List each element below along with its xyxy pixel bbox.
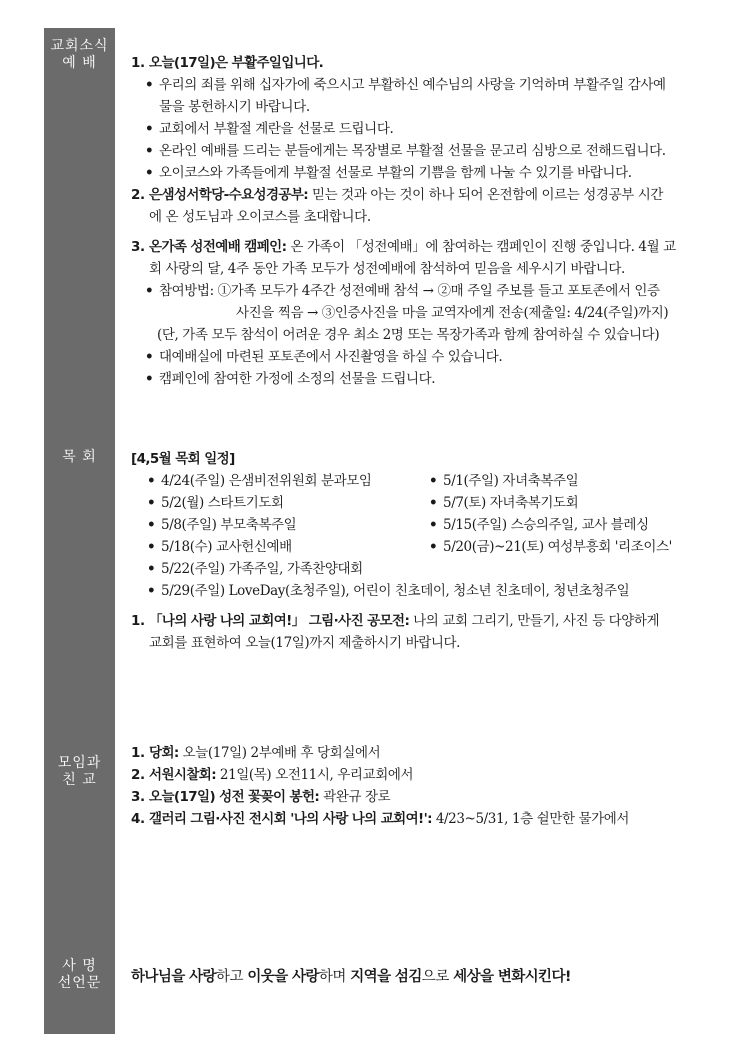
label-line: 사 명 — [62, 958, 97, 974]
mission-text-emph: 하나님을 사랑 — [131, 969, 216, 985]
mission-statement — [131, 966, 715, 988]
schedule-item — [147, 470, 429, 492]
notice-item — [131, 742, 715, 764]
item-text: 교회를 표현하여 오늘(17일)까지 제출하시기 바랍니다. — [149, 635, 461, 651]
schedule-text: 4/24(주일) 은샘비전위원회 분과모임 — [161, 473, 372, 489]
bullet-text: 캠페인에 참여한 가정에 소정의 선물을 드립니다. — [159, 371, 436, 387]
notice-item — [131, 786, 715, 808]
bullet-icon: • — [147, 583, 156, 599]
bullet-icon: • — [147, 495, 156, 511]
item-number: 3. — [131, 789, 145, 805]
item-title: 오늘(17일)은 부활주일입니다. — [149, 55, 324, 71]
schedule-item — [147, 536, 429, 558]
schedule-text: 5/15(주일) 스승의주일, 교사 블레싱 — [443, 517, 649, 533]
notice-item — [131, 764, 715, 786]
bullet-icon: • — [145, 143, 154, 159]
section-label-mission — [44, 958, 115, 992]
bullet-text: 오이코스와 가족들에게 부활절 선물로 부활의 기쁨을 함께 나눌 수 있기를 바랍니다. — [159, 165, 632, 181]
item-title: 서원시찰회: — [149, 767, 217, 783]
item-text: 오늘(17일) 2부예배 후 당회실에서 — [178, 745, 381, 761]
fellowship-content — [131, 742, 715, 830]
mission-text-emph: 지역을 섬김 — [350, 969, 422, 985]
bullet-icon: • — [429, 517, 438, 533]
bullet-icon: • — [145, 77, 154, 93]
bullet-icon: • — [147, 517, 156, 533]
bullet-text: 물을 봉헌하시기 바랍니다. — [159, 99, 310, 115]
note-text: (단, 가족 모두 참석이 어려운 경우 최소 2명 또는 목장가족과 함께 참여하실 수 있습니다) — [157, 327, 660, 343]
schedule-item — [429, 492, 729, 514]
bullet-text: 온라인 예배를 드리는 분들에게는 목장별로 부활절 선물을 문고리 심방으로 전해드립니다. — [159, 143, 666, 159]
item-text: 에 온 성도님과 오이코스를 초대합니다. — [149, 209, 371, 225]
notice-item — [131, 184, 715, 206]
section-label-pastoral — [44, 449, 115, 466]
item-number: 1. — [131, 613, 145, 629]
schedule-text: 5/29(주일) LoveDay(초청주일), 어린이 친초데이, 청소년 친초데이, 청년초청주일 — [161, 583, 630, 599]
schedule-text: 5/2(월) 스타트기도회 — [161, 495, 284, 511]
item-number: 1. — [131, 745, 145, 761]
schedule-item — [147, 580, 729, 602]
schedule-item — [147, 492, 429, 514]
item-number: 3. — [131, 239, 145, 255]
label-line: 목 회 — [62, 449, 97, 465]
item-text: 4/23~5/31, 1층 쉴만한 물가에서 — [431, 811, 630, 827]
bullet-icon: • — [429, 473, 438, 489]
section-label-worship — [44, 38, 115, 72]
worship-content — [131, 52, 715, 390]
mission-text-emph: 이웃을 사랑 — [247, 969, 319, 985]
section-sidebar — [44, 28, 115, 1034]
mission-text: 하고 — [215, 969, 248, 985]
notice-item — [131, 610, 715, 632]
item-title: 당회: — [149, 745, 179, 761]
mission-text: 으로 — [421, 969, 454, 985]
item-title: 갤러리 그림·사진 전시회 '나의 사랑 나의 교회여!': — [149, 811, 432, 827]
schedule-text: 5/20(금)~21(토) 여성부흥회 '리조이스' — [443, 539, 672, 555]
schedule-text: 5/1(주일) 자녀축복주일 — [443, 473, 579, 489]
item-title: 「나의 사랑 나의 교회여!」 그림·사진 공모전: — [149, 613, 410, 629]
bullet-icon: • — [145, 349, 154, 365]
bullet-text: 교회에서 부활절 계란을 선물로 드립니다. — [159, 121, 394, 137]
schedule-text: 5/8(주일) 부모축복주일 — [161, 517, 297, 533]
label-line: 모임과 — [57, 755, 102, 771]
bullet-icon: • — [429, 539, 438, 555]
mission-text: 하며 — [318, 969, 351, 985]
label-line: 친 교 — [62, 772, 97, 788]
item-text: 믿는 것과 아는 것이 하나 되어 온전함에 이르는 성경공부 시간 — [308, 187, 664, 203]
item-number: 4. — [131, 811, 145, 827]
bullet-icon: • — [145, 371, 154, 387]
schedule-text: 5/18(수) 교사헌신예배 — [161, 539, 292, 555]
item-text: 21일(목) 오전11시, 우리교회에서 — [216, 767, 414, 783]
item-number: 1. — [131, 55, 145, 71]
notice-item — [131, 52, 715, 74]
bullet-item — [131, 118, 715, 140]
bullet-item — [131, 368, 715, 390]
item-number: 2. — [131, 187, 145, 203]
mission-text-emph: 세상을 변화시킨다! — [453, 969, 571, 985]
bullet-icon: • — [145, 283, 154, 299]
item-text: 회 사랑의 달, 4주 동안 가족 모두가 성전예배에 참석하여 믿음을 세우시기 바랍니다. — [149, 261, 625, 277]
item-text: 온 가족이 「성전예배」에 참여하는 캠페인이 진행 중입니다. 4월 교 — [286, 239, 676, 255]
bullet-icon: • — [147, 561, 156, 577]
schedule-item — [429, 514, 729, 536]
notice-item — [131, 236, 715, 258]
bullet-item — [131, 346, 715, 368]
label-line: 예 배 — [62, 55, 97, 71]
schedule-item — [429, 470, 729, 492]
bullet-text: 대예배실에 마련된 포토존에서 사진촬영을 하실 수 있습니다. — [159, 349, 503, 365]
schedule-item — [147, 514, 429, 536]
schedule-text: 5/7(토) 자녀축복기도회 — [443, 495, 579, 511]
item-number: 2. — [131, 767, 145, 783]
item-title: 오늘(17일) 성전 꽃꽂이 봉헌: — [149, 789, 320, 805]
bullet-text: 우리의 죄를 위해 십자가에 죽으시고 부활하신 예수님의 사랑을 기억하며 부활주일 감사예 — [159, 77, 666, 93]
item-title: 온가족 성전예배 캠페인: — [149, 239, 287, 255]
bullet-text: 참여방법: ①가족 모두가 4주간 성전예배 참석 → ②매 주일 주보를 들고 포토존에서 인증 — [159, 283, 660, 299]
bullet-icon: • — [429, 495, 438, 511]
notice-item — [131, 808, 715, 830]
pastoral-content — [131, 448, 715, 654]
bullet-icon: • — [145, 165, 154, 181]
schedule-item — [147, 558, 729, 580]
bullet-item — [131, 74, 715, 118]
item-title: 은샘성서학당-수요성경공부: — [149, 187, 309, 203]
item-text: 나의 교회 그리기, 만들기, 사진 등 다양하게 — [409, 613, 660, 629]
label-line: 선언문 — [57, 975, 102, 991]
schedule-list — [131, 470, 715, 602]
bullet-item — [131, 162, 715, 184]
schedule-title: [4,5월 목회 일정] — [131, 451, 235, 467]
bullet-item — [131, 280, 715, 302]
bullet-item — [131, 140, 715, 162]
schedule-item — [429, 536, 729, 558]
label-line: 교회소식 — [50, 38, 109, 54]
bullet-icon: • — [145, 121, 154, 137]
bullet-icon: • — [147, 473, 156, 489]
section-label-fellowship — [44, 755, 115, 789]
item-text: 곽완규 장로 — [319, 789, 391, 805]
schedule-text: 5/22(주일) 가족주일, 가족찬양대회 — [161, 561, 363, 577]
bullet-text: 사진을 찍음 → ③인증사진을 마을 교역자에게 전송(제출일: 4/24(주일)까지) — [236, 305, 669, 321]
bullet-icon: • — [147, 539, 156, 555]
